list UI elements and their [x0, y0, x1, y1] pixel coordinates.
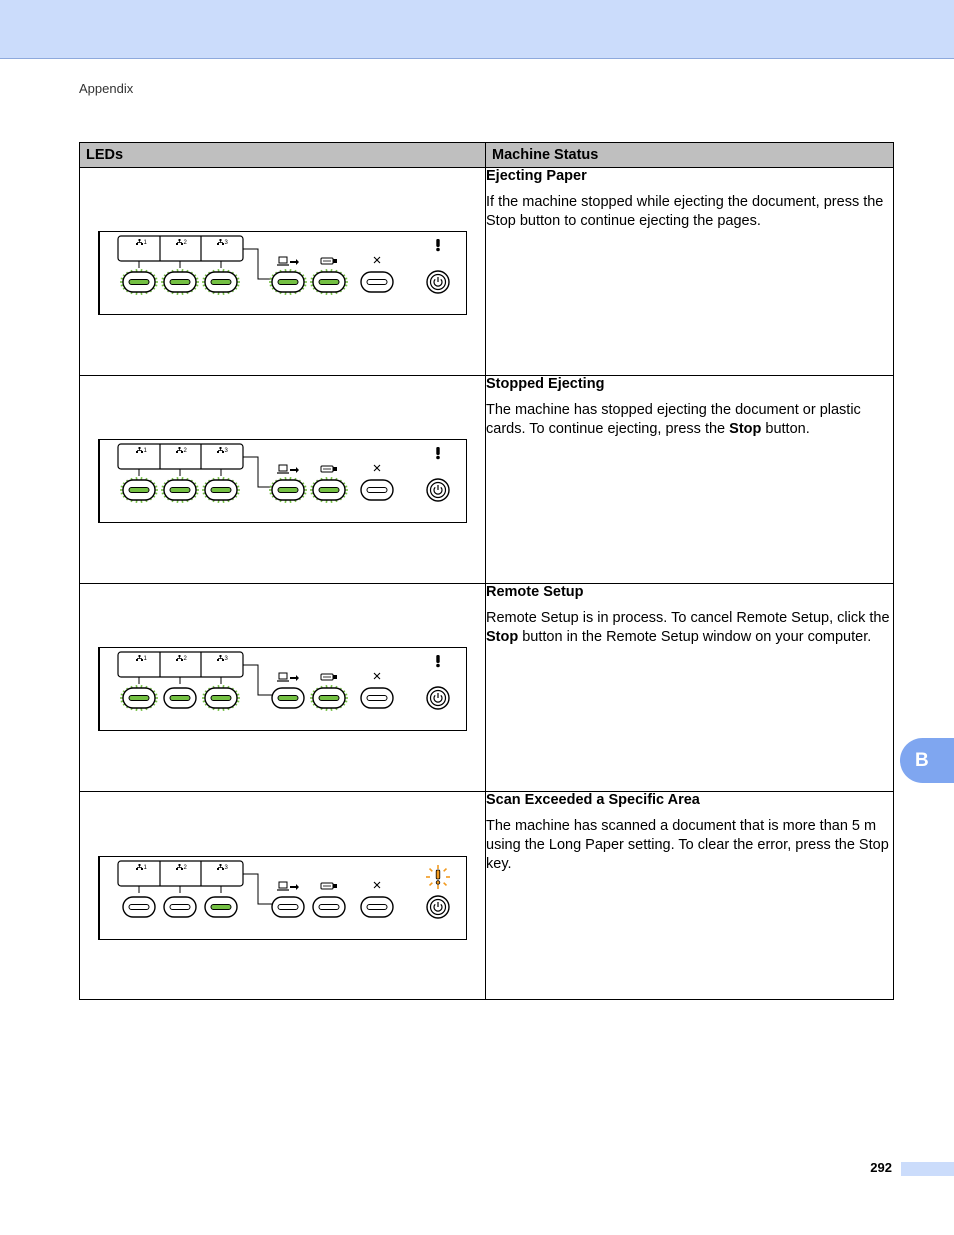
appendix-side-tab: B [900, 738, 954, 783]
led-panel-drawing [100, 648, 466, 730]
description-text: button in the Remote Setup window on your computer. [518, 629, 872, 645]
top-header-band [0, 0, 954, 59]
exclamation-icon [436, 447, 440, 459]
button-number-label: 3 [224, 240, 228, 246]
status-title: Ejecting Paper [486, 168, 587, 184]
button-number-label: 2 [183, 240, 187, 246]
status-title: Scan Exceeded a Specific Area [486, 792, 700, 808]
led-cell [80, 584, 486, 792]
stop-button [361, 688, 393, 708]
power-icon [427, 687, 449, 709]
stop-button [361, 272, 393, 292]
usb-icon [321, 258, 337, 264]
table-row [80, 168, 894, 376]
page-number: 292 [870, 1160, 892, 1175]
button-number-label: 1 [143, 240, 147, 246]
power-icon [427, 271, 449, 293]
status-title: Stopped Ejecting [486, 376, 605, 392]
led-cell [80, 376, 486, 584]
status-cell [486, 792, 894, 1000]
led-button-pc [269, 477, 307, 503]
led-button-pc [272, 897, 304, 917]
led-button-usb [310, 269, 348, 295]
led-button-usb [310, 685, 348, 711]
led-panel-drawing [100, 857, 466, 939]
button-number-label: 1 [143, 865, 147, 871]
status-cell [486, 584, 894, 792]
cross-icon [374, 465, 380, 471]
usb-icon [321, 883, 337, 889]
status-description: The machine has scanned a document that is more than 5 m using the Long Paper setting. To clear the error, press the Stop key. [486, 818, 889, 872]
led-button-3 [202, 685, 240, 711]
led-button-3 [202, 269, 240, 295]
exclamation-icon [426, 865, 450, 889]
led-button-2 [161, 269, 199, 295]
status-description [486, 401, 893, 439]
led-button-3 [202, 477, 240, 503]
led-button-usb [313, 897, 345, 917]
button-number-label: 2 [183, 865, 187, 871]
led-panel-illustration [98, 856, 467, 940]
status-cell [486, 376, 894, 584]
status-description: If the machine stopped while ejecting the document, press the Stop button to continue ejecting the pages. [486, 194, 884, 229]
cross-icon [374, 673, 380, 679]
led-button-1 [123, 897, 155, 917]
cross-icon [374, 882, 380, 888]
computer-icon [277, 257, 299, 265]
power-icon [427, 896, 449, 918]
computer-icon [277, 465, 299, 473]
stop-button [361, 480, 393, 500]
led-panel-illustration [98, 647, 467, 731]
column-header-machine-status: Machine Status [486, 143, 894, 168]
button-number-label: 3 [224, 656, 228, 662]
column-header-leds: LEDs [80, 143, 486, 168]
cross-icon [374, 257, 380, 263]
footer-bar [901, 1162, 954, 1176]
description-text: The machine has stopped ejecting the document or plastic cards. To continue ejecting, press the [486, 402, 861, 437]
status-title: Remote Setup [486, 584, 584, 600]
led-panel-drawing [100, 232, 466, 314]
computer-icon [277, 882, 299, 890]
led-status-table [79, 142, 894, 1000]
power-icon [427, 479, 449, 501]
button-number-label: 2 [183, 656, 187, 662]
description-bold-stop: Stop [486, 629, 519, 645]
led-button-3 [205, 897, 237, 917]
table-header-row [80, 143, 894, 168]
led-button-2 [164, 688, 196, 708]
table-row [80, 792, 894, 1000]
led-button-2 [161, 477, 199, 503]
status-cell [486, 168, 894, 376]
led-panel-drawing [100, 440, 466, 522]
button-number-label: 3 [224, 448, 228, 454]
stop-button [361, 897, 393, 917]
led-button-usb [310, 477, 348, 503]
button-number-label: 1 [143, 448, 147, 454]
computer-icon [277, 673, 299, 681]
description-text: button. [761, 421, 810, 437]
table-row [80, 584, 894, 792]
led-button-1 [120, 269, 158, 295]
usb-icon [321, 466, 337, 472]
led-panel-illustration [98, 231, 467, 315]
led-button-pc [272, 688, 304, 708]
breadcrumb: Appendix [79, 81, 134, 96]
led-cell [80, 168, 486, 376]
usb-icon [321, 674, 337, 680]
led-button-2 [164, 897, 196, 917]
led-panel-illustration [98, 439, 467, 523]
button-number-label: 3 [224, 865, 228, 871]
exclamation-icon [436, 655, 440, 667]
led-cell [80, 792, 486, 1000]
led-button-pc [269, 269, 307, 295]
description-bold-stop: Stop [729, 421, 762, 437]
table-row [80, 376, 894, 584]
led-button-1 [120, 477, 158, 503]
button-number-label: 2 [183, 448, 187, 454]
status-description [486, 609, 893, 647]
button-number-label: 1 [143, 656, 147, 662]
exclamation-icon [436, 239, 440, 251]
description-text: Remote Setup is in process. To cancel Remote Setup, click the [486, 610, 890, 626]
led-button-1 [120, 685, 158, 711]
